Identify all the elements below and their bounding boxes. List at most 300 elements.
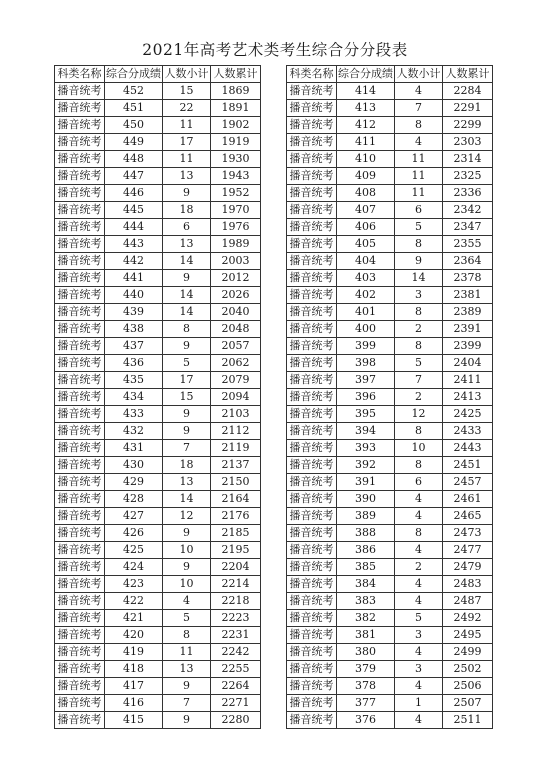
cell-cumulative: 2336 xyxy=(443,185,493,202)
cell-cumulative: 2284 xyxy=(443,83,493,100)
cell-score: 440 xyxy=(105,287,163,304)
cell-category: 播音统考 xyxy=(287,253,337,270)
cell-category: 播音统考 xyxy=(287,219,337,236)
cell-score: 438 xyxy=(105,321,163,338)
cell-cumulative: 2218 xyxy=(211,593,261,610)
cell-score: 431 xyxy=(105,440,163,457)
cell-category: 播音统考 xyxy=(55,627,105,644)
cell-score: 443 xyxy=(105,236,163,253)
table-row xyxy=(55,83,261,100)
cell-category: 播音统考 xyxy=(287,644,337,661)
cell-score: 428 xyxy=(105,491,163,508)
cell-cumulative: 2399 xyxy=(443,338,493,355)
cell-category: 播音统考 xyxy=(287,593,337,610)
cell-count: 4 xyxy=(395,508,443,525)
table-row xyxy=(287,151,493,168)
cell-count: 13 xyxy=(163,168,211,185)
cell-cumulative: 1919 xyxy=(211,134,261,151)
cell-score: 447 xyxy=(105,168,163,185)
cell-cumulative: 2457 xyxy=(443,474,493,491)
cell-category: 播音统考 xyxy=(287,576,337,593)
table-row xyxy=(287,270,493,287)
cell-score: 408 xyxy=(337,185,395,202)
cell-count: 14 xyxy=(163,491,211,508)
cell-cumulative: 2003 xyxy=(211,253,261,270)
cell-count: 4 xyxy=(163,593,211,610)
cell-cumulative: 2223 xyxy=(211,610,261,627)
cell-category: 播音统考 xyxy=(55,610,105,627)
table-row xyxy=(55,508,261,525)
table-row xyxy=(287,559,493,576)
cell-category: 播音统考 xyxy=(287,712,337,729)
cell-cumulative: 1869 xyxy=(211,83,261,100)
cell-count: 9 xyxy=(163,270,211,287)
cell-count: 11 xyxy=(395,168,443,185)
cell-category: 播音统考 xyxy=(55,644,105,661)
cell-count: 8 xyxy=(163,321,211,338)
cell-category: 播音统考 xyxy=(287,406,337,423)
cell-score: 383 xyxy=(337,593,395,610)
cell-count: 10 xyxy=(395,440,443,457)
cell-score: 394 xyxy=(337,423,395,440)
cell-cumulative: 2062 xyxy=(211,355,261,372)
cell-category: 播音统考 xyxy=(55,508,105,525)
cell-count: 15 xyxy=(163,83,211,100)
cell-cumulative: 1943 xyxy=(211,168,261,185)
cell-category: 播音统考 xyxy=(287,287,337,304)
cell-category: 播音统考 xyxy=(287,508,337,525)
cell-cumulative: 2026 xyxy=(211,287,261,304)
table-row xyxy=(287,236,493,253)
table-row xyxy=(287,457,493,474)
cell-category: 播音统考 xyxy=(287,372,337,389)
cell-category: 播音统考 xyxy=(55,117,105,134)
cell-score: 421 xyxy=(105,610,163,627)
cell-category: 播音统考 xyxy=(287,151,337,168)
cell-count: 18 xyxy=(163,202,211,219)
cell-cumulative: 1976 xyxy=(211,219,261,236)
cell-cumulative: 2299 xyxy=(443,117,493,134)
cell-count: 6 xyxy=(395,202,443,219)
cell-category: 播音统考 xyxy=(287,321,337,338)
cell-cumulative: 2048 xyxy=(211,321,261,338)
table-row xyxy=(287,593,493,610)
cell-count: 5 xyxy=(395,355,443,372)
cell-cumulative: 2255 xyxy=(211,661,261,678)
cell-category: 播音统考 xyxy=(55,593,105,610)
cell-count: 5 xyxy=(163,610,211,627)
header-score: 综合分成绩 xyxy=(337,66,395,83)
cell-category: 播音统考 xyxy=(55,474,105,491)
table-row xyxy=(287,644,493,661)
cell-cumulative: 2231 xyxy=(211,627,261,644)
cell-category: 播音统考 xyxy=(55,406,105,423)
header-count: 人数小计 xyxy=(163,66,211,83)
cell-cumulative: 2433 xyxy=(443,423,493,440)
cell-cumulative: 2465 xyxy=(443,508,493,525)
cell-count: 10 xyxy=(163,576,211,593)
cell-score: 439 xyxy=(105,304,163,321)
cell-count: 18 xyxy=(163,457,211,474)
cell-score: 427 xyxy=(105,508,163,525)
table-row xyxy=(55,695,261,712)
cell-count: 22 xyxy=(163,100,211,117)
cell-score: 407 xyxy=(337,202,395,219)
cell-cumulative: 2291 xyxy=(443,100,493,117)
table-row xyxy=(287,287,493,304)
cell-count: 7 xyxy=(395,100,443,117)
cell-count: 11 xyxy=(163,644,211,661)
table-row xyxy=(287,678,493,695)
table-row xyxy=(55,270,261,287)
cell-category: 播音统考 xyxy=(287,627,337,644)
cell-score: 436 xyxy=(105,355,163,372)
cell-category: 播音统考 xyxy=(287,440,337,457)
cell-count: 15 xyxy=(163,389,211,406)
table-row xyxy=(287,168,493,185)
cell-count: 4 xyxy=(395,593,443,610)
cell-count: 8 xyxy=(395,423,443,440)
cell-count: 17 xyxy=(163,372,211,389)
cell-count: 2 xyxy=(395,321,443,338)
cell-score: 406 xyxy=(337,219,395,236)
table-row xyxy=(55,610,261,627)
table-row xyxy=(55,287,261,304)
cell-count: 12 xyxy=(395,406,443,423)
table-row xyxy=(55,236,261,253)
cell-category: 播音统考 xyxy=(55,559,105,576)
cell-score: 450 xyxy=(105,117,163,134)
cell-cumulative: 1970 xyxy=(211,202,261,219)
cell-cumulative: 2264 xyxy=(211,678,261,695)
table-header-row xyxy=(287,66,493,83)
cell-category: 播音统考 xyxy=(287,457,337,474)
cell-count: 4 xyxy=(395,712,443,729)
cell-count: 7 xyxy=(163,695,211,712)
cell-score: 451 xyxy=(105,100,163,117)
cell-category: 播音统考 xyxy=(55,270,105,287)
cell-score: 384 xyxy=(337,576,395,593)
table-row xyxy=(55,491,261,508)
cell-count: 14 xyxy=(163,287,211,304)
cell-category: 播音统考 xyxy=(55,457,105,474)
cell-score: 444 xyxy=(105,219,163,236)
cell-cumulative: 2242 xyxy=(211,644,261,661)
cell-cumulative: 2461 xyxy=(443,491,493,508)
cell-count: 8 xyxy=(395,236,443,253)
cell-count: 9 xyxy=(163,678,211,695)
cell-score: 396 xyxy=(337,389,395,406)
cell-category: 播音统考 xyxy=(287,168,337,185)
table-row xyxy=(287,423,493,440)
cell-count: 3 xyxy=(395,661,443,678)
cell-score: 398 xyxy=(337,355,395,372)
cell-cumulative: 2280 xyxy=(211,712,261,729)
table-row xyxy=(287,100,493,117)
table-row xyxy=(287,712,493,729)
cell-category: 播音统考 xyxy=(287,389,337,406)
cell-cumulative: 2094 xyxy=(211,389,261,406)
cell-score: 442 xyxy=(105,253,163,270)
table-row xyxy=(55,168,261,185)
cell-category: 播音统考 xyxy=(287,83,337,100)
cell-cumulative: 2079 xyxy=(211,372,261,389)
cell-count: 17 xyxy=(163,134,211,151)
table-row xyxy=(55,474,261,491)
cell-score: 403 xyxy=(337,270,395,287)
cell-cumulative: 2214 xyxy=(211,576,261,593)
cell-category: 播音统考 xyxy=(287,542,337,559)
table-row xyxy=(55,525,261,542)
cell-cumulative: 2195 xyxy=(211,542,261,559)
cell-count: 13 xyxy=(163,661,211,678)
table-row xyxy=(287,440,493,457)
cell-cumulative: 2411 xyxy=(443,372,493,389)
cell-cumulative: 2473 xyxy=(443,525,493,542)
cell-count: 6 xyxy=(395,474,443,491)
header-cumulative: 人数累计 xyxy=(443,66,493,83)
cell-cumulative: 2381 xyxy=(443,287,493,304)
cell-category: 播音统考 xyxy=(55,253,105,270)
cell-cumulative: 2495 xyxy=(443,627,493,644)
cell-category: 播音统考 xyxy=(287,423,337,440)
cell-category: 播音统考 xyxy=(287,117,337,134)
cell-count: 5 xyxy=(395,610,443,627)
table-header-row xyxy=(55,66,261,83)
cell-category: 播音统考 xyxy=(55,83,105,100)
cell-score: 393 xyxy=(337,440,395,457)
cell-cumulative: 2164 xyxy=(211,491,261,508)
table-row xyxy=(287,576,493,593)
cell-cumulative: 2506 xyxy=(443,678,493,695)
cell-category: 播音统考 xyxy=(287,185,337,202)
table-row xyxy=(55,134,261,151)
cell-score: 412 xyxy=(337,117,395,134)
cell-cumulative: 2391 xyxy=(443,321,493,338)
table-row xyxy=(287,491,493,508)
cell-count: 12 xyxy=(163,508,211,525)
cell-cumulative: 2502 xyxy=(443,661,493,678)
table-row xyxy=(55,627,261,644)
table-row xyxy=(55,304,261,321)
table-row xyxy=(287,253,493,270)
cell-count: 11 xyxy=(395,151,443,168)
cell-cumulative: 2483 xyxy=(443,576,493,593)
cell-score: 385 xyxy=(337,559,395,576)
cell-category: 播音统考 xyxy=(55,576,105,593)
table-row xyxy=(55,372,261,389)
cell-count: 9 xyxy=(163,525,211,542)
cell-score: 386 xyxy=(337,542,395,559)
cell-score: 424 xyxy=(105,559,163,576)
cell-score: 404 xyxy=(337,253,395,270)
cell-score: 415 xyxy=(105,712,163,729)
cell-score: 435 xyxy=(105,372,163,389)
cell-cumulative: 2040 xyxy=(211,304,261,321)
cell-count: 7 xyxy=(395,372,443,389)
table-row xyxy=(55,440,261,457)
cell-score: 429 xyxy=(105,474,163,491)
cell-cumulative: 2314 xyxy=(443,151,493,168)
header-score: 综合分成绩 xyxy=(105,66,163,83)
cell-cumulative: 2443 xyxy=(443,440,493,457)
header-category: 科类名称 xyxy=(55,66,105,83)
cell-score: 395 xyxy=(337,406,395,423)
cell-cumulative: 2176 xyxy=(211,508,261,525)
cell-category: 播音统考 xyxy=(287,559,337,576)
cell-score: 418 xyxy=(105,661,163,678)
cell-score: 377 xyxy=(337,695,395,712)
table-row xyxy=(287,202,493,219)
cell-score: 445 xyxy=(105,202,163,219)
cell-cumulative: 2451 xyxy=(443,457,493,474)
cell-score: 382 xyxy=(337,610,395,627)
cell-category: 播音统考 xyxy=(287,661,337,678)
cell-category: 播音统考 xyxy=(287,202,337,219)
cell-cumulative: 2150 xyxy=(211,474,261,491)
table-row xyxy=(55,593,261,610)
cell-count: 11 xyxy=(163,151,211,168)
table-row xyxy=(55,712,261,729)
cell-score: 425 xyxy=(105,542,163,559)
cell-score: 405 xyxy=(337,236,395,253)
cell-score: 448 xyxy=(105,151,163,168)
cell-cumulative: 2507 xyxy=(443,695,493,712)
cell-score: 423 xyxy=(105,576,163,593)
cell-count: 8 xyxy=(395,338,443,355)
cell-score: 388 xyxy=(337,525,395,542)
table-body-left xyxy=(55,83,261,729)
table-row xyxy=(55,219,261,236)
cell-count: 14 xyxy=(163,253,211,270)
table-row xyxy=(55,100,261,117)
table-row xyxy=(55,355,261,372)
table-row xyxy=(287,661,493,678)
cell-score: 390 xyxy=(337,491,395,508)
cell-cumulative: 1952 xyxy=(211,185,261,202)
cell-category: 播音统考 xyxy=(55,321,105,338)
table-row xyxy=(55,202,261,219)
cell-count: 4 xyxy=(395,542,443,559)
table-row xyxy=(287,525,493,542)
cell-score: 419 xyxy=(105,644,163,661)
cell-cumulative: 2364 xyxy=(443,253,493,270)
cell-category: 播音统考 xyxy=(55,525,105,542)
cell-count: 1 xyxy=(395,695,443,712)
cell-count: 7 xyxy=(163,440,211,457)
cell-score: 413 xyxy=(337,100,395,117)
page-title: 2021年高考艺术类考生综合分分段表 xyxy=(142,41,408,59)
table-row xyxy=(287,474,493,491)
cell-category: 播音统考 xyxy=(55,168,105,185)
cell-score: 389 xyxy=(337,508,395,525)
cell-count: 4 xyxy=(395,576,443,593)
cell-category: 播音统考 xyxy=(55,185,105,202)
table-row xyxy=(55,457,261,474)
cell-category: 播音统考 xyxy=(55,661,105,678)
cell-category: 播音统考 xyxy=(55,338,105,355)
cell-score: 433 xyxy=(105,406,163,423)
cell-category: 播音统考 xyxy=(287,270,337,287)
cell-score: 432 xyxy=(105,423,163,440)
cell-cumulative: 2204 xyxy=(211,559,261,576)
cell-count: 4 xyxy=(395,134,443,151)
cell-category: 播音统考 xyxy=(287,695,337,712)
table-row xyxy=(287,185,493,202)
cell-category: 播音统考 xyxy=(55,100,105,117)
cell-cumulative: 2492 xyxy=(443,610,493,627)
cell-score: 414 xyxy=(337,83,395,100)
cell-score: 434 xyxy=(105,389,163,406)
cell-cumulative: 2012 xyxy=(211,270,261,287)
cell-count: 9 xyxy=(163,712,211,729)
table-row xyxy=(287,627,493,644)
cell-count: 11 xyxy=(163,117,211,134)
cell-score: 402 xyxy=(337,287,395,304)
cell-score: 410 xyxy=(337,151,395,168)
header-count: 人数小计 xyxy=(395,66,443,83)
cell-score: 417 xyxy=(105,678,163,695)
cell-cumulative: 2511 xyxy=(443,712,493,729)
table-row xyxy=(55,661,261,678)
table-row xyxy=(55,406,261,423)
cell-count: 5 xyxy=(395,219,443,236)
table-row xyxy=(287,83,493,100)
table-row xyxy=(55,185,261,202)
cell-score: 449 xyxy=(105,134,163,151)
cell-cumulative: 2425 xyxy=(443,406,493,423)
cell-category: 播音统考 xyxy=(55,304,105,321)
cell-count: 9 xyxy=(163,185,211,202)
cell-category: 播音统考 xyxy=(287,474,337,491)
table-row xyxy=(55,678,261,695)
cell-count: 3 xyxy=(395,287,443,304)
cell-category: 播音统考 xyxy=(287,678,337,695)
cell-category: 播音统考 xyxy=(55,440,105,457)
cell-category: 播音统考 xyxy=(55,287,105,304)
cell-cumulative: 2057 xyxy=(211,338,261,355)
table-row xyxy=(55,338,261,355)
cell-count: 4 xyxy=(395,678,443,695)
cell-score: 420 xyxy=(105,627,163,644)
cell-score: 391 xyxy=(337,474,395,491)
table-row xyxy=(55,559,261,576)
score-table-right xyxy=(286,65,493,729)
cell-category: 播音统考 xyxy=(287,355,337,372)
table-row xyxy=(287,219,493,236)
table-row xyxy=(55,151,261,168)
cell-category: 播音统考 xyxy=(287,525,337,542)
cell-category: 播音统考 xyxy=(55,355,105,372)
cell-cumulative: 2499 xyxy=(443,644,493,661)
table-row xyxy=(55,321,261,338)
cell-count: 9 xyxy=(163,338,211,355)
table-row xyxy=(55,253,261,270)
cell-category: 播音统考 xyxy=(287,491,337,508)
cell-category: 播音统考 xyxy=(55,134,105,151)
cell-cumulative: 1930 xyxy=(211,151,261,168)
cell-count: 9 xyxy=(163,406,211,423)
cell-cumulative: 2185 xyxy=(211,525,261,542)
table-row xyxy=(55,423,261,440)
cell-score: 381 xyxy=(337,627,395,644)
table-row xyxy=(287,389,493,406)
cell-score: 376 xyxy=(337,712,395,729)
cell-cumulative: 1989 xyxy=(211,236,261,253)
cell-count: 8 xyxy=(395,304,443,321)
cell-score: 446 xyxy=(105,185,163,202)
cell-score: 399 xyxy=(337,338,395,355)
